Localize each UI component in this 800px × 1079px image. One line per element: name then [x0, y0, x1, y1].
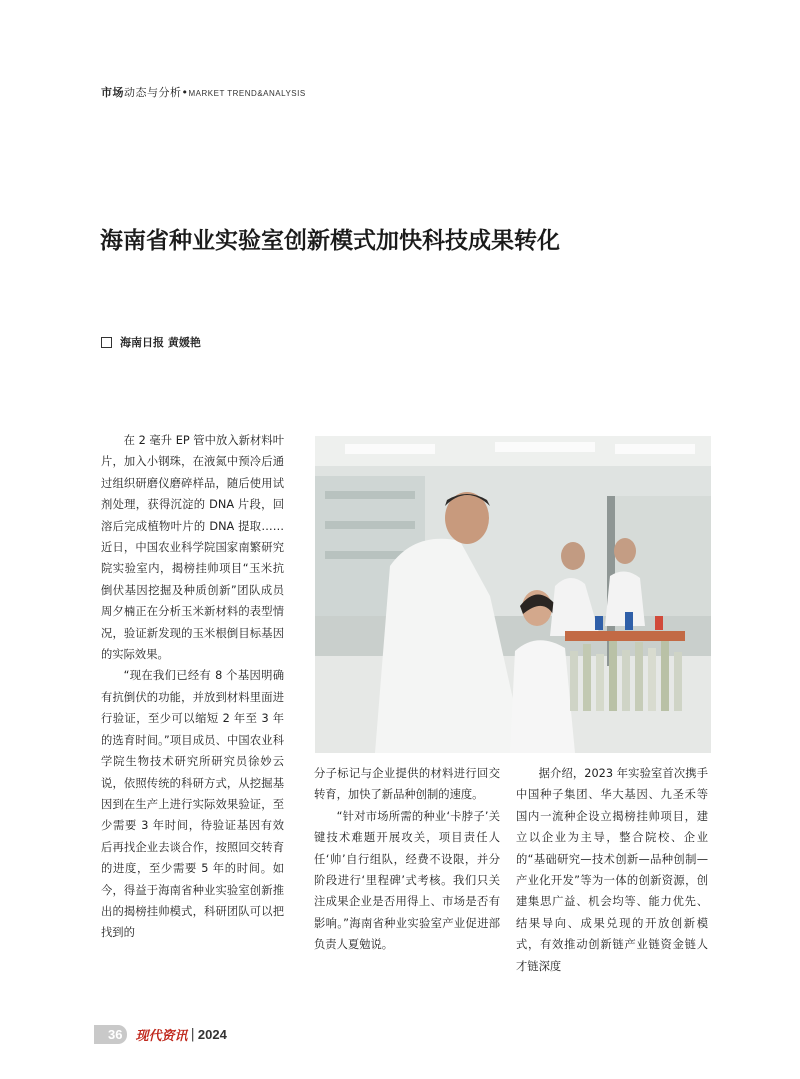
paragraph-4: 据介绍，2023 年实验室首次携手中国种子集团、华大基因、九圣禾等国内一流种企设立揭榜挂帅项目，建立以企业为主导，整合院校、企业的“基础研究—技术创新—品种创制—产业化开发”等为一体的创新资源，创建集思广益、机会均等、能力优先、结果导向、成果兑现的开放创新模式，有效推动创新链产业链资金链人才链深度: [516, 767, 708, 973]
column-left: [101, 430, 284, 944]
paragraph-1: 在 2 毫升 EP 管中放入新材料叶片，加入小钢珠，在液氮中预冷后通过组织研磨仪磨碎样品，随后使用试剂处理，获得沉淀的 DNA 片段，回溶后完成植物叶片的 DNA 提取……近日，中国农业科学院国家南繁研究院实验室内，揭榜挂帅项目“玉米抗倒伏基因挖掘及种质创新”团队成员周夕楠正在分析玉米新材料的表型情况，验证新发现的玉米根倒目标基因的实际效果。: [101, 434, 284, 662]
section-label-en: MARKET TREND&ANALYSIS: [188, 89, 306, 98]
paragraph-3: “针对市场所需的种业‘卡脖子’关键技术难题开展攻关，项目责任人任‘帅’自行组队，经费不设限，并分阶段进行‘里程碑’式考核。我们只关注成果企业是否用得上、市场是否有影响。”海南省种业实验室产业促进部负责人夏勉说。: [314, 809, 500, 952]
footer-separator: |: [190, 1027, 195, 1042]
page-number: 36: [94, 1025, 127, 1044]
issue-year: 2024: [197, 1027, 227, 1042]
byline: [101, 334, 201, 350]
paragraph-2-continued: 分子标记与企业提供的材料进行回交转育，加快了新品种创制的速度。: [314, 767, 500, 802]
section-label-bold: 市场: [101, 86, 124, 99]
column-middle: [314, 763, 500, 956]
paragraph-2: “现在我们已经有 8 个基因明确有抗倒伏的功能，并放到材料里面进行验证，至少可以缩短 2 年至 3 年的选育时间。”项目成员、中国农业科学院生物技术研究所研究员徐妙云说，依照传统的科研方式，从挖掘基因到在生产上进行实际效果验证，至少需要 3 年时间，待验证基因有效后再找企业去谈合作，按照回交转育的进度，至少需要 5 年的时间。如今，得益于海南省种业实验室创新推出的揭榜挂帅模式，科研团队可以把找到的: [101, 669, 284, 940]
byline-square-icon: [101, 337, 112, 348]
byline-author: 海南日报 黄媛艳: [120, 336, 201, 349]
section-dot: •: [181, 86, 189, 99]
lab-photo: [315, 436, 711, 753]
section-header: [101, 84, 306, 100]
page-footer: [94, 1025, 227, 1044]
section-label: 动态与分析: [124, 86, 182, 99]
column-right: [516, 763, 708, 977]
article-title: 海南省种业实验室创新模式加快科技成果转化: [100, 228, 560, 254]
magazine-logo: 现代资讯: [135, 1029, 188, 1044]
